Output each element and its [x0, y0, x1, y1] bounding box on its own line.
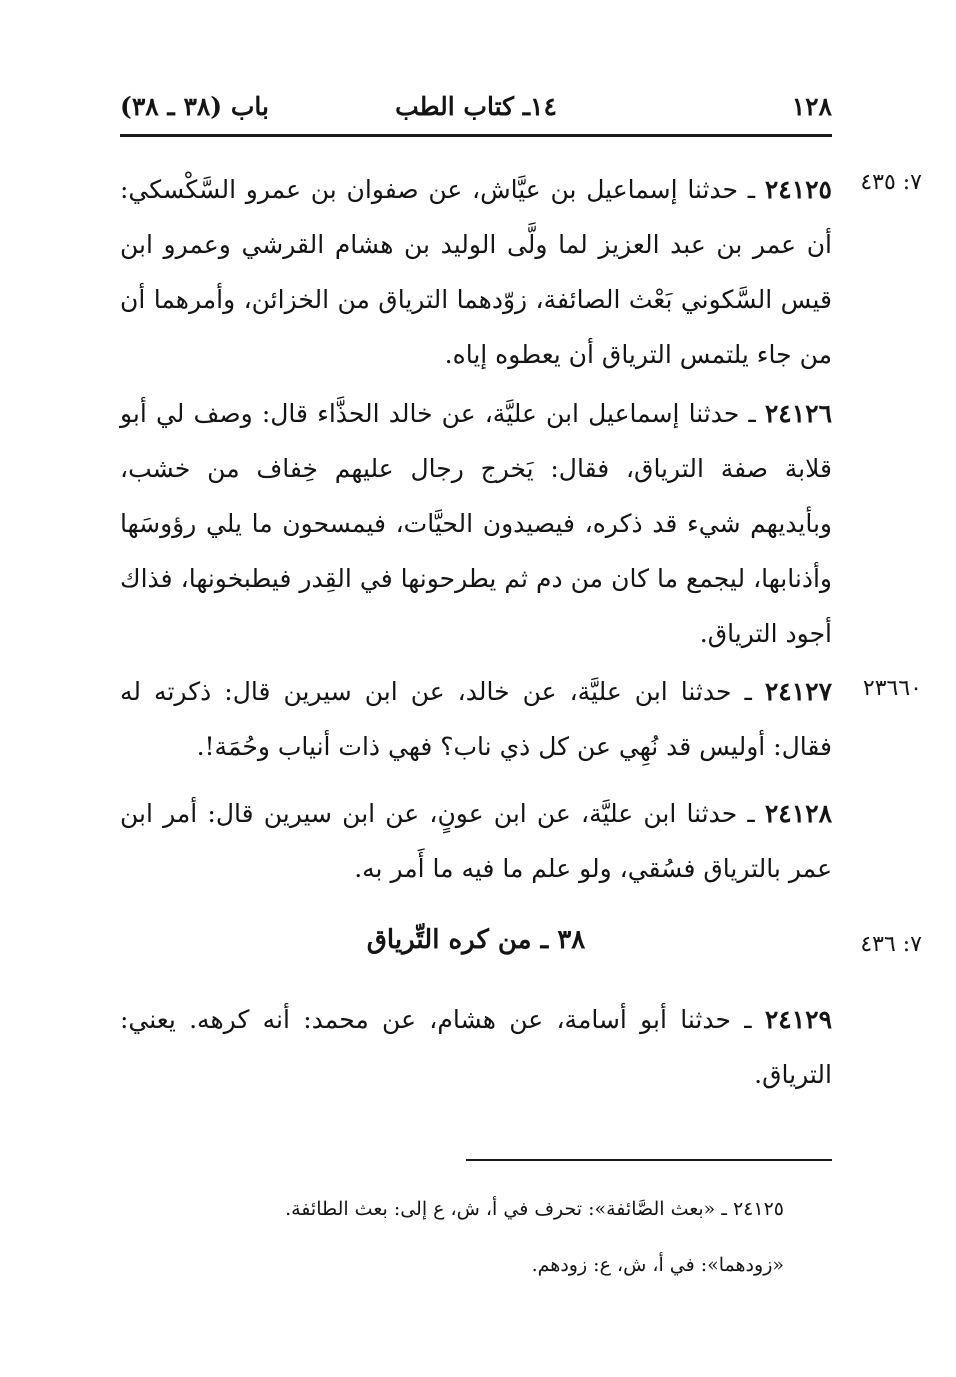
hadith-text: ـ حدثنا إسماعيل بن عيَّاش، عن صفوان بن عمرو السَّكْسكي: أن عمر بن عبد العزيز لما ولَّى الوليد بن هشام القرشي وعمرو ابن قيس السَّكوني بَعْث الصائفة، زوّدهما الترياق من الخزائن، وأمرهما أن من جاء يلتمس الترياق أن يعطوه إياه.: [120, 175, 832, 369]
footnotes: [120, 1181, 784, 1293]
chapter-heading: ٣٨ ـ من كره التِّرياق: [366, 925, 586, 955]
hadith-text: ـ حدثنا ابن عليَّة، عن خالد، عن ابن سيرين قال: ذكرته له فقال: أوليس قد نُهِي عن كل ذي ناب؟ فهي ذات أنياب وحُمَة!.: [120, 677, 832, 761]
page-header: [120, 92, 832, 132]
margin-ref-volume-page: ٧: ٤٣٥: [860, 170, 922, 195]
hadith-text: ـ حدثنا ابن عليَّة، عن ابن عونٍ، عن ابن سيرين قال: أمر ابن عمر بالترياق فسُقي، ولو علم ما فيه ما أَمر به.: [120, 799, 832, 883]
hadith-number: ٢٤١٢٥: [764, 175, 832, 204]
hadith-number: ٢٤١٢٩: [764, 1005, 832, 1034]
hadith-text: ـ حدثنا أبو أسامة، عن هشام، عن محمد: أنه كرهه. يعني: الترياق.: [120, 1005, 832, 1089]
hadith-number: ٢٤١٢٦: [764, 399, 832, 428]
footnote-line: ٢٤١٢٥ ـ «بعث الصَّائفة»: تحرف في أ، ش، ع إلى: بعث الطائفة.: [285, 1198, 784, 1220]
hadith-paragraph: [120, 786, 832, 896]
footnote-line: «زودهما»: في أ، ش، ع: زودهم.: [531, 1254, 784, 1276]
hadith-number: ٢٤١٢٨: [764, 799, 832, 828]
book-title: ١٤ـ كتاب الطب: [395, 92, 557, 121]
margin-ref-hadith-number: ٢٣٦٦٠: [862, 676, 922, 701]
hadith-number: ٢٤١٢٧: [764, 677, 832, 706]
hadith-paragraph: [120, 664, 832, 774]
header-divider: [120, 134, 832, 137]
hadith-paragraph: [120, 992, 832, 1102]
footnote-divider: [466, 1159, 832, 1161]
hadith-text: ـ حدثنا إسماعيل ابن عليَّة، عن خالد الحذَّاء قال: وصف لي أبو قلابة صفة الترياق، فقال: يَخرج رجال عليهم خِفاف من خشب، وبأيديهم شيء قد ذكره، فيصيدون الحيَّات، فيمسحون ما يلي رؤوسَها وأذنابها، ليجمع ما كان من دم ثم يطرحونها في القِدر فيطبخونها، فذاك أجود الترياق.: [120, 399, 832, 648]
hadith-paragraph: [120, 162, 832, 382]
page-number: ١٢٨: [791, 92, 832, 121]
margin-ref-volume-page-2: ٧: ٤٣٦: [860, 932, 922, 957]
section-range: باب (٣٨ ـ ٣٨): [120, 92, 269, 121]
hadith-paragraph: [120, 386, 832, 661]
